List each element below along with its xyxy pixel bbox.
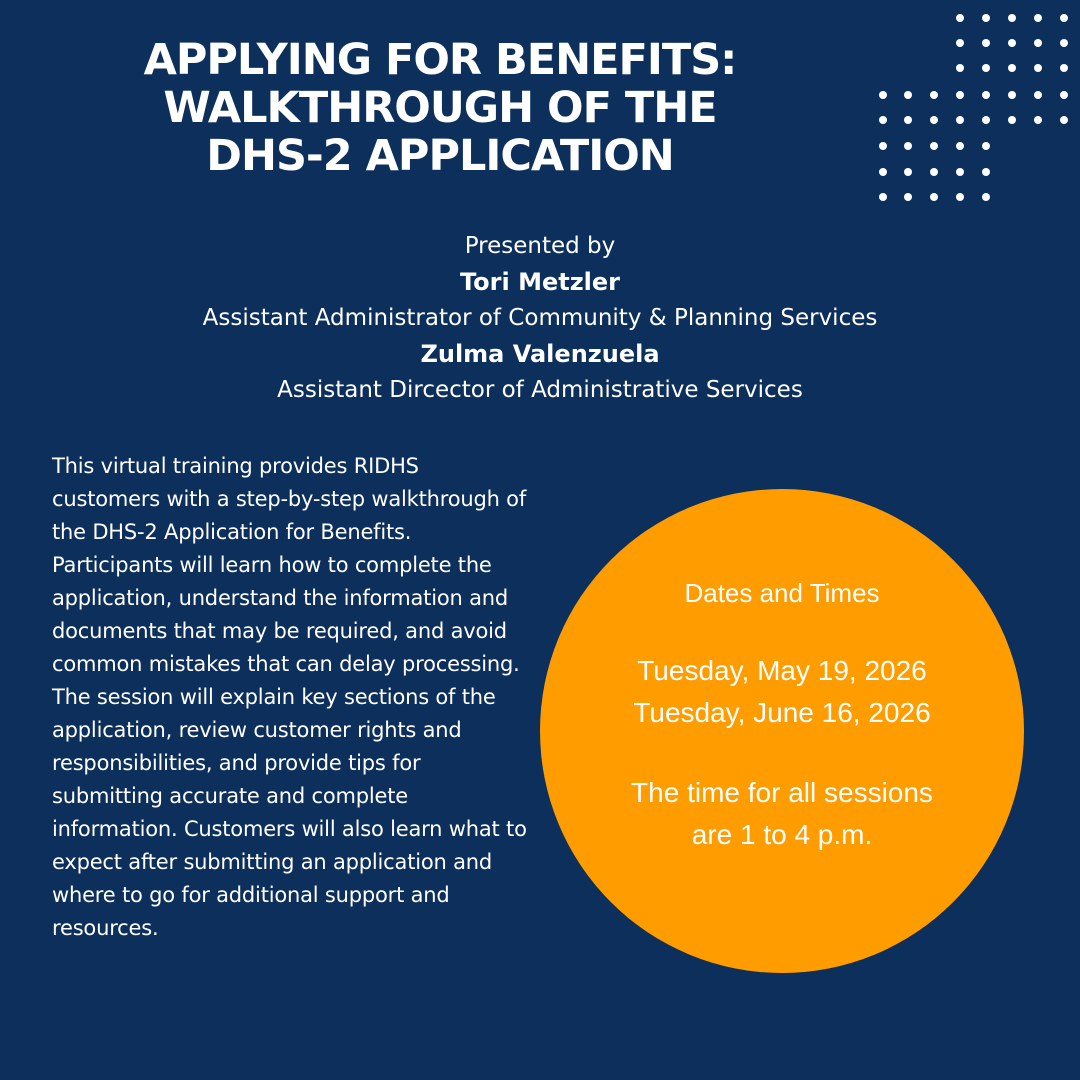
dot-decoration bbox=[1034, 116, 1042, 124]
title-line-1: APPLYING FOR BENEFITS: bbox=[143, 35, 737, 85]
dot-decoration bbox=[879, 193, 887, 201]
title-line-3: DHS-2 APPLICATION bbox=[206, 131, 674, 181]
dot-decoration bbox=[1034, 64, 1042, 72]
dot-decoration bbox=[879, 168, 887, 176]
dot-decoration bbox=[904, 142, 912, 150]
presenter-role-1: Assistant Administrator of Community & Planning Services bbox=[202, 305, 878, 331]
dot-decoration bbox=[1034, 39, 1042, 47]
dot-decoration bbox=[1060, 39, 1068, 47]
dot-decoration bbox=[982, 193, 990, 201]
dot-decoration bbox=[1034, 91, 1042, 99]
dot-decoration bbox=[1034, 14, 1042, 22]
dot-decoration bbox=[904, 168, 912, 176]
dot-decoration bbox=[1008, 39, 1016, 47]
dot-decoration bbox=[930, 168, 938, 176]
dot-decoration bbox=[956, 64, 964, 72]
dot-decoration bbox=[1008, 64, 1016, 72]
dot-decoration bbox=[879, 91, 887, 99]
schedule-text bbox=[540, 574, 1024, 856]
dot-decoration bbox=[879, 142, 887, 150]
dot-decoration bbox=[1008, 91, 1016, 99]
dot-decoration bbox=[1060, 91, 1068, 99]
dot-decoration bbox=[879, 116, 887, 124]
dot-decoration bbox=[982, 64, 990, 72]
dot-decoration bbox=[1008, 116, 1016, 124]
dot-decoration bbox=[930, 193, 938, 201]
dot-decoration bbox=[1060, 116, 1068, 124]
presenter-name-1: Tori Metzler bbox=[459, 268, 621, 296]
presenters-block bbox=[0, 228, 1080, 408]
dot-decoration bbox=[1060, 64, 1068, 72]
dot-decoration bbox=[904, 193, 912, 201]
dot-decoration bbox=[982, 142, 990, 150]
dot-decoration bbox=[930, 142, 938, 150]
dot-decoration bbox=[982, 116, 990, 124]
dot-decoration bbox=[956, 91, 964, 99]
dot-decoration bbox=[956, 39, 964, 47]
presenter-role-2: Assistant Dircector of Administrative Services bbox=[277, 377, 803, 403]
dot-decoration bbox=[1060, 14, 1068, 22]
dot-decoration bbox=[904, 91, 912, 99]
presenter-name-2: Zulma Valenzuela bbox=[420, 340, 660, 368]
dot-decoration bbox=[982, 14, 990, 22]
schedule-time-line-2: are 1 to 4 p.m. bbox=[691, 819, 873, 850]
dot-decoration bbox=[930, 116, 938, 124]
schedule-heading: Dates and Times bbox=[684, 578, 880, 608]
schedule-date-2: Tuesday, June 16, 2026 bbox=[633, 697, 931, 728]
event-description: This virtual training provides RIDHS customers with a step-by-step walkthrough of the DHS-2 Application for Benefits. Participants will learn how to complete the application, understand the information and documents that may be required, and avoid common mistakes that can delay processing. The session will explain key sections of the application, review customer rights and responsibilities, and provide tips for submitting accurate and complete information. Customers will also learn what to expect after submitting an application and where to go for additional support and resources. bbox=[52, 454, 527, 940]
dot-decoration bbox=[982, 168, 990, 176]
dot-decoration bbox=[982, 91, 990, 99]
dot-decoration bbox=[904, 116, 912, 124]
schedule-time-line-1: The time for all sessions bbox=[631, 777, 933, 808]
title-line-2: WALKTHROUGH OF THE bbox=[163, 83, 717, 133]
dot-decoration bbox=[956, 193, 964, 201]
dot-decoration bbox=[956, 14, 964, 22]
event-title bbox=[60, 36, 820, 180]
dot-decoration bbox=[930, 91, 938, 99]
schedule-date-1: Tuesday, May 19, 2026 bbox=[637, 655, 927, 686]
dot-decoration bbox=[956, 116, 964, 124]
dot-decoration bbox=[956, 168, 964, 176]
dot-decoration bbox=[1008, 14, 1016, 22]
presented-by-label: Presented by bbox=[464, 233, 616, 259]
dot-decoration bbox=[982, 39, 990, 47]
dot-decoration bbox=[956, 142, 964, 150]
